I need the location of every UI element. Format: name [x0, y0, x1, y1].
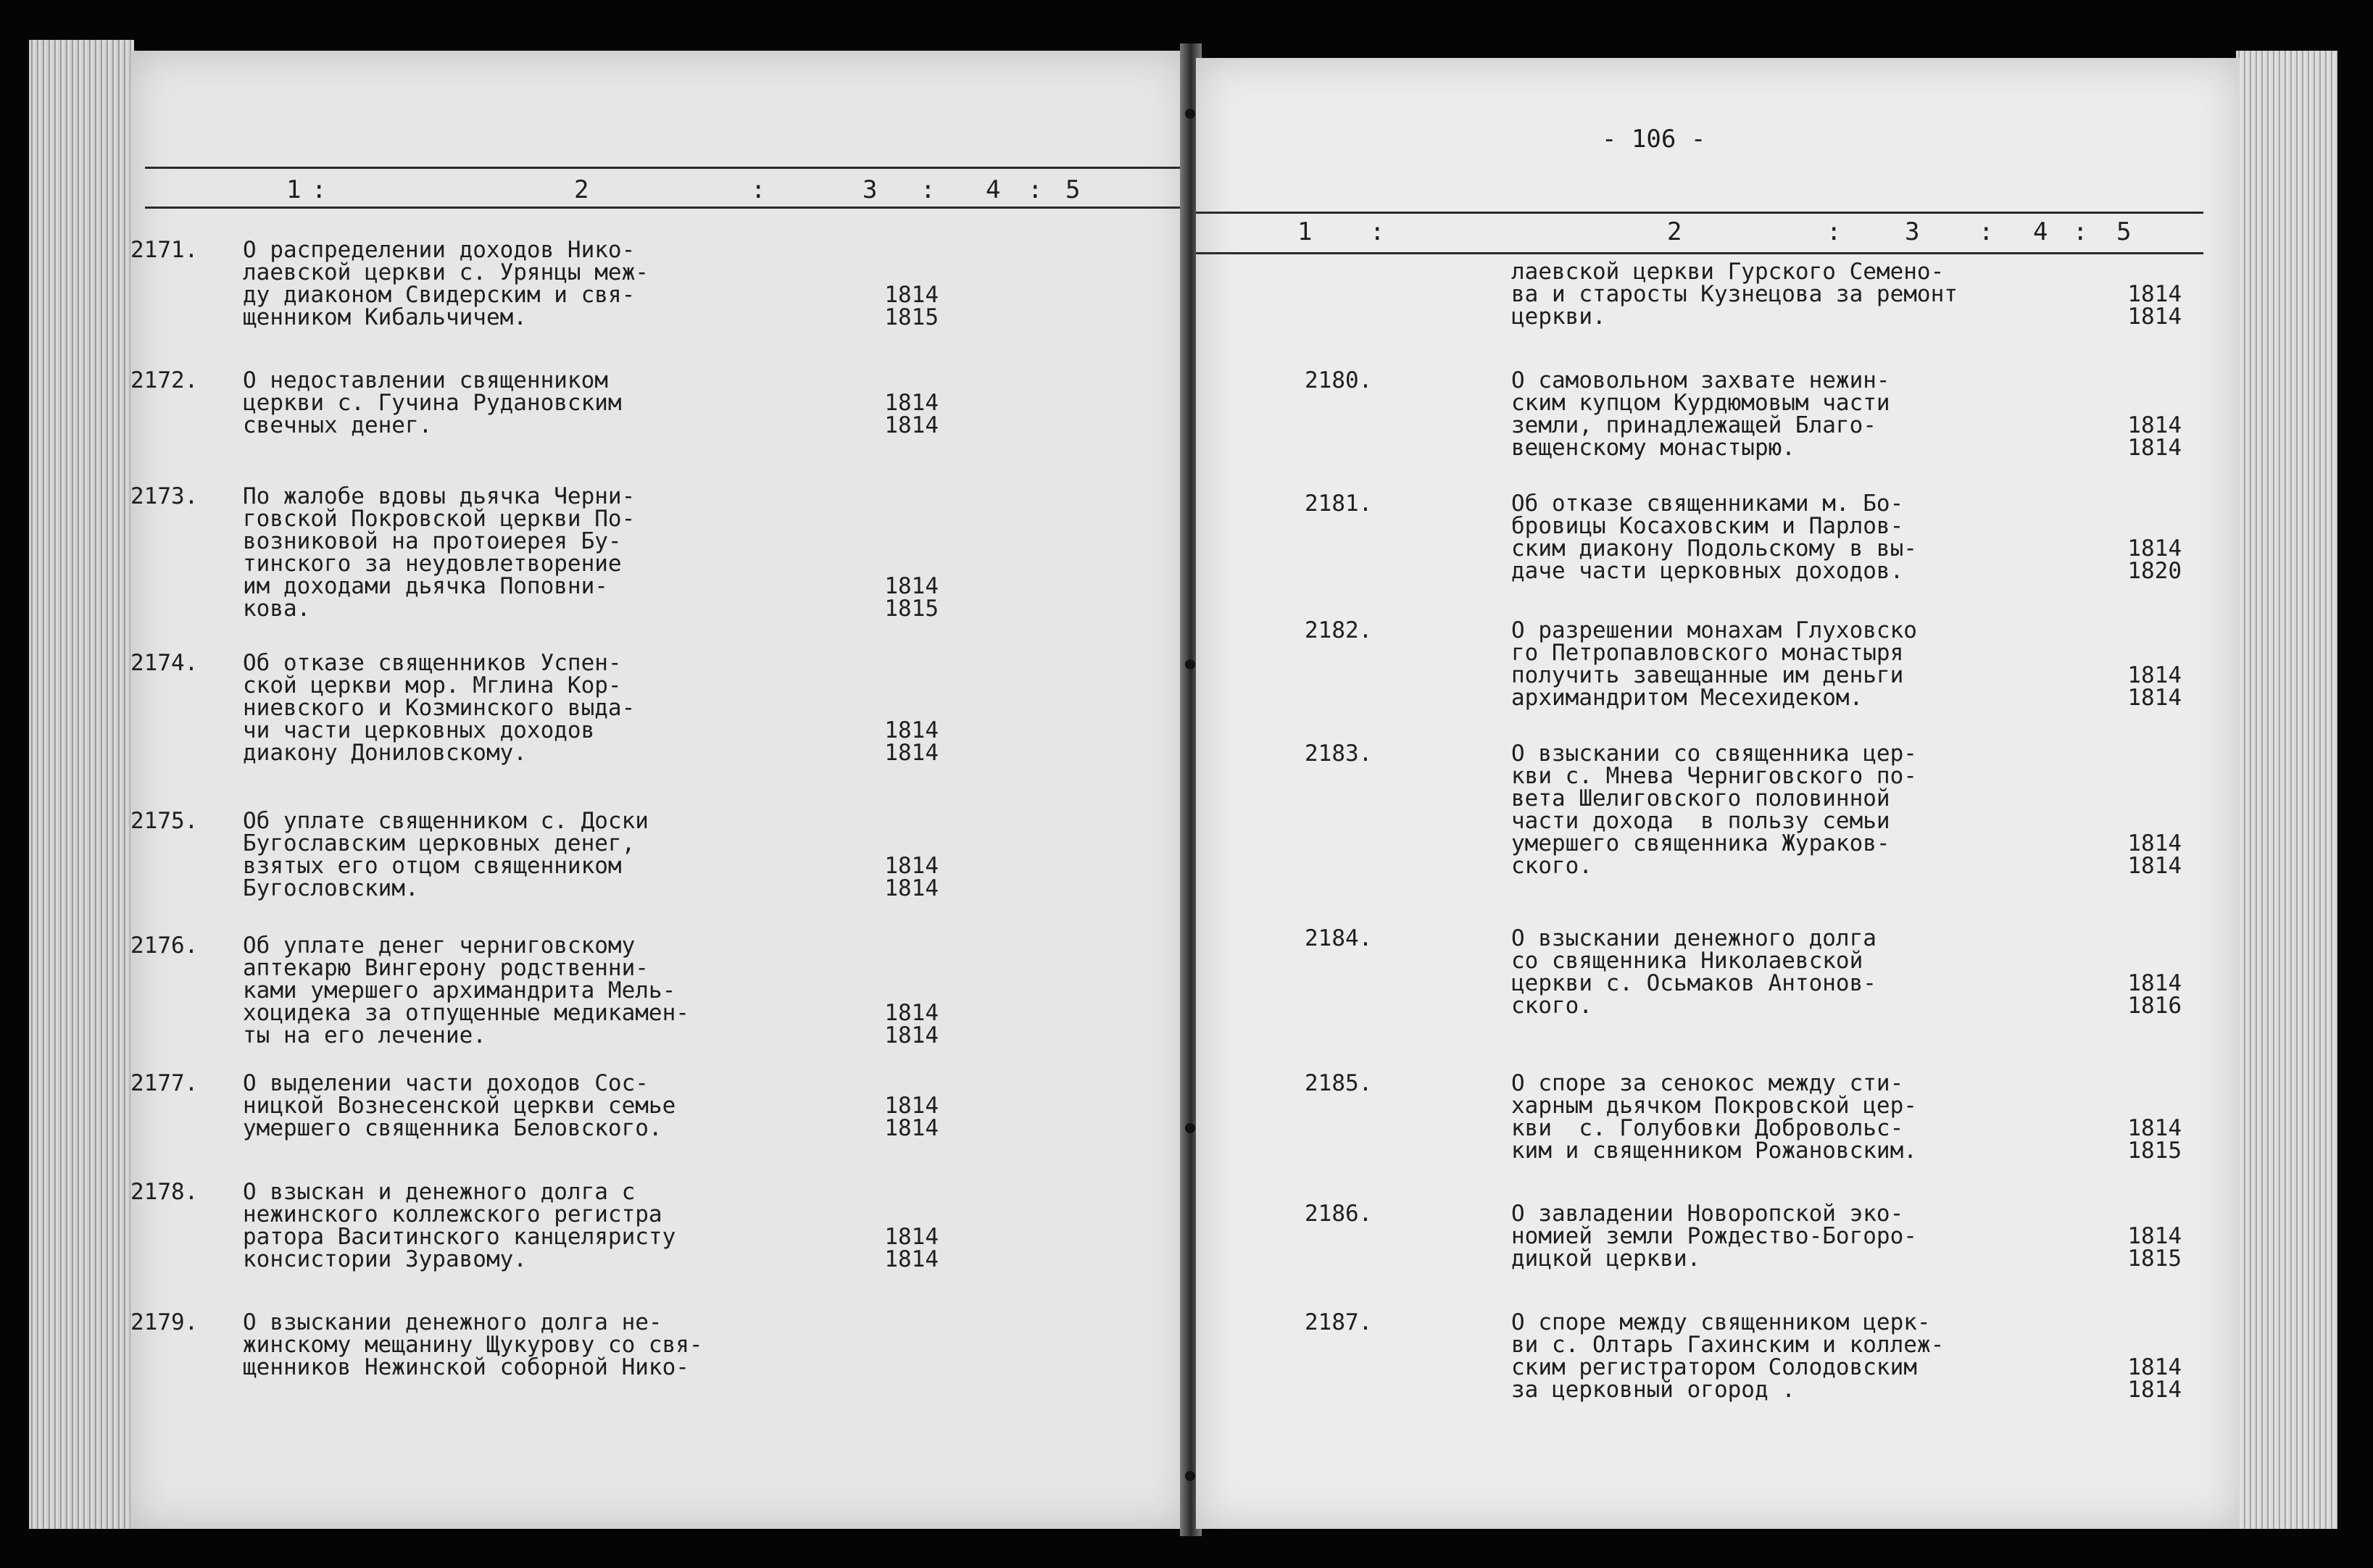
entry-title: Об уплате денег черниговскому аптекарю Вингерону родственни- ками умершего архимандрита Мель- хоцидека за отпущенные медикамен- ты на его лечение. — [243, 933, 689, 1048]
right-page — [1196, 58, 2240, 1529]
col-sep: : — [920, 175, 936, 204]
entry-dates — [2116, 1356, 2182, 1401]
entry-number: 2172. — [130, 367, 199, 393]
entry-title: О выделении части доходов Сос- ницкой Вознесенской церкви семье умершего священника Беловского. — [243, 1070, 676, 1141]
start-year: 1814 — [884, 1000, 939, 1026]
entry — [130, 1311, 1073, 1485]
start-year: 1814 — [2127, 535, 2182, 562]
col-sep: : — [312, 175, 327, 204]
col-3-label: 3 — [863, 175, 878, 204]
entry-title: Об уплате священником с. Доски Бугославским церковных денег, взятых его отцом священником Бугословским. — [243, 808, 649, 901]
entry-number: 2184. — [1305, 925, 1373, 951]
entry-title: О споре между священником церк- ви с. Олтарь Гахинским и коллеж- ским регистратором Солодовским за церковный огород . — [1511, 1309, 1945, 1403]
end-year: 1814 — [2127, 304, 2182, 330]
entry-number: 2173. — [130, 483, 199, 509]
left-page-edges — [29, 40, 134, 1529]
end-year: 1820 — [2127, 558, 2182, 584]
col-4-label: 4 — [986, 175, 1001, 204]
start-year: 1814 — [2127, 830, 2182, 856]
entry-number: 2182. — [1305, 617, 1373, 643]
end-year: 1814 — [2127, 853, 2182, 879]
entry-number: 2186. — [1305, 1201, 1373, 1227]
start-year: 1814 — [2127, 662, 2182, 688]
entry-title: О взыскании денежного долга со священника Николаевской церкви с. Осьмаков Антонов- ского. — [1511, 925, 1877, 1019]
entry — [130, 485, 1073, 659]
start-year: 1814 — [884, 717, 939, 743]
header-rule-top — [145, 167, 1189, 169]
binding-dot — [1185, 1471, 1195, 1481]
col-sep: : — [1028, 175, 1043, 204]
col-2-label: 2 — [574, 175, 589, 204]
entry-number: 2187. — [1305, 1309, 1373, 1335]
start-year: 1814 — [884, 390, 939, 416]
col-5-label: 5 — [2116, 217, 2132, 246]
entry-dates — [873, 392, 939, 437]
entry-title: О завладении Новоропской эко- номией земли Рождество-Богоро- дицкой церкви. — [1511, 1201, 1917, 1272]
entry-title: О взыскан и денежного долга с нежинского коллежского регистра ратора Васитинского канцеляристу консистории Зуравому. — [243, 1179, 676, 1272]
entry-dates — [2116, 972, 2182, 1017]
entry-title: По жалобе вдовы дьячка Черни- говской Покровской церкви По- возниковой на протоиерея Бу- тинского за неудовлетворение им доходами дьячка Поповни- кова. — [243, 483, 636, 622]
header-rule-bottom — [145, 207, 1189, 209]
header-rule-top — [1196, 212, 2203, 214]
entry-number: 2171. — [130, 237, 199, 263]
col-1-label: 1 — [1297, 217, 1313, 246]
entry-dates — [2116, 830, 2182, 879]
entry-title: О распределении доходов Нико- лаевской церкви с. Урянцы меж- ду диаконом Свидерским и свя- щенником Кибальчичем. — [243, 237, 649, 330]
left-column-header — [130, 175, 1189, 204]
entry-dates — [873, 855, 939, 900]
entry-number: 2174. — [130, 650, 199, 676]
entry-number: 2176. — [130, 933, 199, 959]
header-rule-bottom — [1196, 252, 2203, 254]
entry-number: 2179. — [130, 1309, 199, 1335]
entry-dates — [873, 1095, 939, 1140]
entry — [1305, 1311, 2247, 1485]
col-2-label: 2 — [1667, 217, 1682, 246]
end-year: 1815 — [2127, 1138, 2182, 1164]
entry-dates — [2116, 664, 2182, 709]
right-column-header — [1196, 217, 2240, 246]
start-year: 1814 — [884, 1093, 939, 1119]
entry-title: О взыскании со священника цер- кви с. Мнева Черниговского по- вета Шелиговского половинной части дохода в пользу семьи умершего священника Жураков- ского. — [1511, 741, 1917, 879]
entry-dates — [873, 1226, 939, 1271]
col-5-label: 5 — [1065, 175, 1081, 204]
entry-title: О самовольном захвате нежин- ским купцом Курдюмовым части земли, принадлежащей Благо- вещенскому монастырю. — [1511, 367, 1890, 461]
entry — [1305, 743, 2247, 917]
end-year: 1814 — [2127, 685, 2182, 711]
end-year: 1814 — [2127, 435, 2182, 461]
entry-dates — [2116, 283, 2182, 328]
entry-number: 2180. — [1305, 367, 1373, 393]
start-year: 1814 — [884, 1224, 939, 1250]
end-year: 1814 — [884, 412, 939, 438]
binding-dot — [1185, 1123, 1195, 1133]
start-year: 1814 — [884, 853, 939, 879]
entry-number: 2183. — [1305, 741, 1373, 767]
entry-dates — [2116, 1117, 2182, 1162]
col-sep: : — [2073, 217, 2088, 246]
entry-dates — [873, 1002, 939, 1047]
end-year: 1815 — [2127, 1246, 2182, 1272]
entry-dates — [873, 575, 939, 620]
start-year: 1814 — [2127, 1354, 2182, 1380]
entry-title: О взыскании денежного долга не- жинскому мещанину Щукурову со свя- щенников Нежинской соборной Нико- — [243, 1309, 703, 1380]
binding-dot — [1185, 109, 1195, 119]
col-sep: : — [1826, 217, 1842, 246]
col-1-label: 1 — [286, 175, 302, 204]
entry-title: лаевской церкви Гурского Семено- ва и старосты Кузнецова за ремонт церкви. — [1511, 259, 1958, 330]
entry-dates — [2116, 414, 2182, 459]
entry-number: 2177. — [130, 1070, 199, 1096]
entry-dates — [873, 284, 939, 329]
entry-number: 2178. — [130, 1179, 199, 1205]
entry-title: Об отказе священниками м. Бо- бровицы Косаховским и Парлов- ским диакону Подольскому в вы- даче части церковных доходов. — [1511, 491, 1917, 584]
col-sep: : — [751, 175, 766, 204]
entry-number: 2175. — [130, 808, 199, 834]
start-year: 1814 — [2127, 1223, 2182, 1249]
col-3-label: 3 — [1905, 217, 1920, 246]
start-year: 1814 — [2127, 281, 2182, 307]
start-year: 1814 — [884, 282, 939, 308]
entry-title: О споре за сенокос между сти- харным дьячком Покровской цер- кви с. Голубовки Добровольс- ким и священником Рожановским. — [1511, 1070, 1917, 1164]
entry-number: 2185. — [1305, 1070, 1373, 1096]
end-year: 1814 — [2127, 1377, 2182, 1403]
col-sep: : — [1979, 217, 1994, 246]
entry-dates — [2116, 1225, 2182, 1270]
entry-dates — [873, 717, 939, 766]
start-year: 1814 — [2127, 970, 2182, 996]
col-sep: : — [1370, 217, 1385, 246]
col-4-label: 4 — [2033, 217, 2048, 246]
binding-dot — [1185, 659, 1195, 670]
entry-title: О недоставлении священником церкви с. Гучина Рудановским свечных денег. — [243, 367, 622, 438]
start-year: 1814 — [2127, 412, 2182, 438]
entry-number: 2181. — [1305, 491, 1373, 517]
end-year: 1814 — [884, 1022, 939, 1048]
right-page-edges — [2236, 51, 2337, 1529]
end-year: 1814 — [884, 1246, 939, 1272]
start-year: 1814 — [2127, 1115, 2182, 1141]
start-year: 1814 — [884, 573, 939, 599]
end-year: 1815 — [884, 304, 939, 330]
entry — [130, 652, 1073, 826]
entry-title: Об отказе священников Успен- ской церкви мор. Мглина Кор- ниевского и Козминского выда- чи части церковных доходов диакону Дониловскому. — [243, 650, 636, 766]
end-year: 1814 — [884, 875, 939, 901]
entry-title: О разрешении монахам Глуховско го Петропавловского монастыря получить завещанные им деньги архимандритом Месехидеком. — [1511, 617, 1917, 711]
left-page — [130, 51, 1189, 1529]
page-number: - 106 - — [1602, 125, 1706, 154]
end-year: 1815 — [884, 596, 939, 622]
end-year: 1814 — [884, 740, 939, 766]
end-year: 1816 — [2127, 993, 2182, 1019]
end-year: 1814 — [884, 1115, 939, 1141]
entry-dates — [2116, 535, 2182, 584]
